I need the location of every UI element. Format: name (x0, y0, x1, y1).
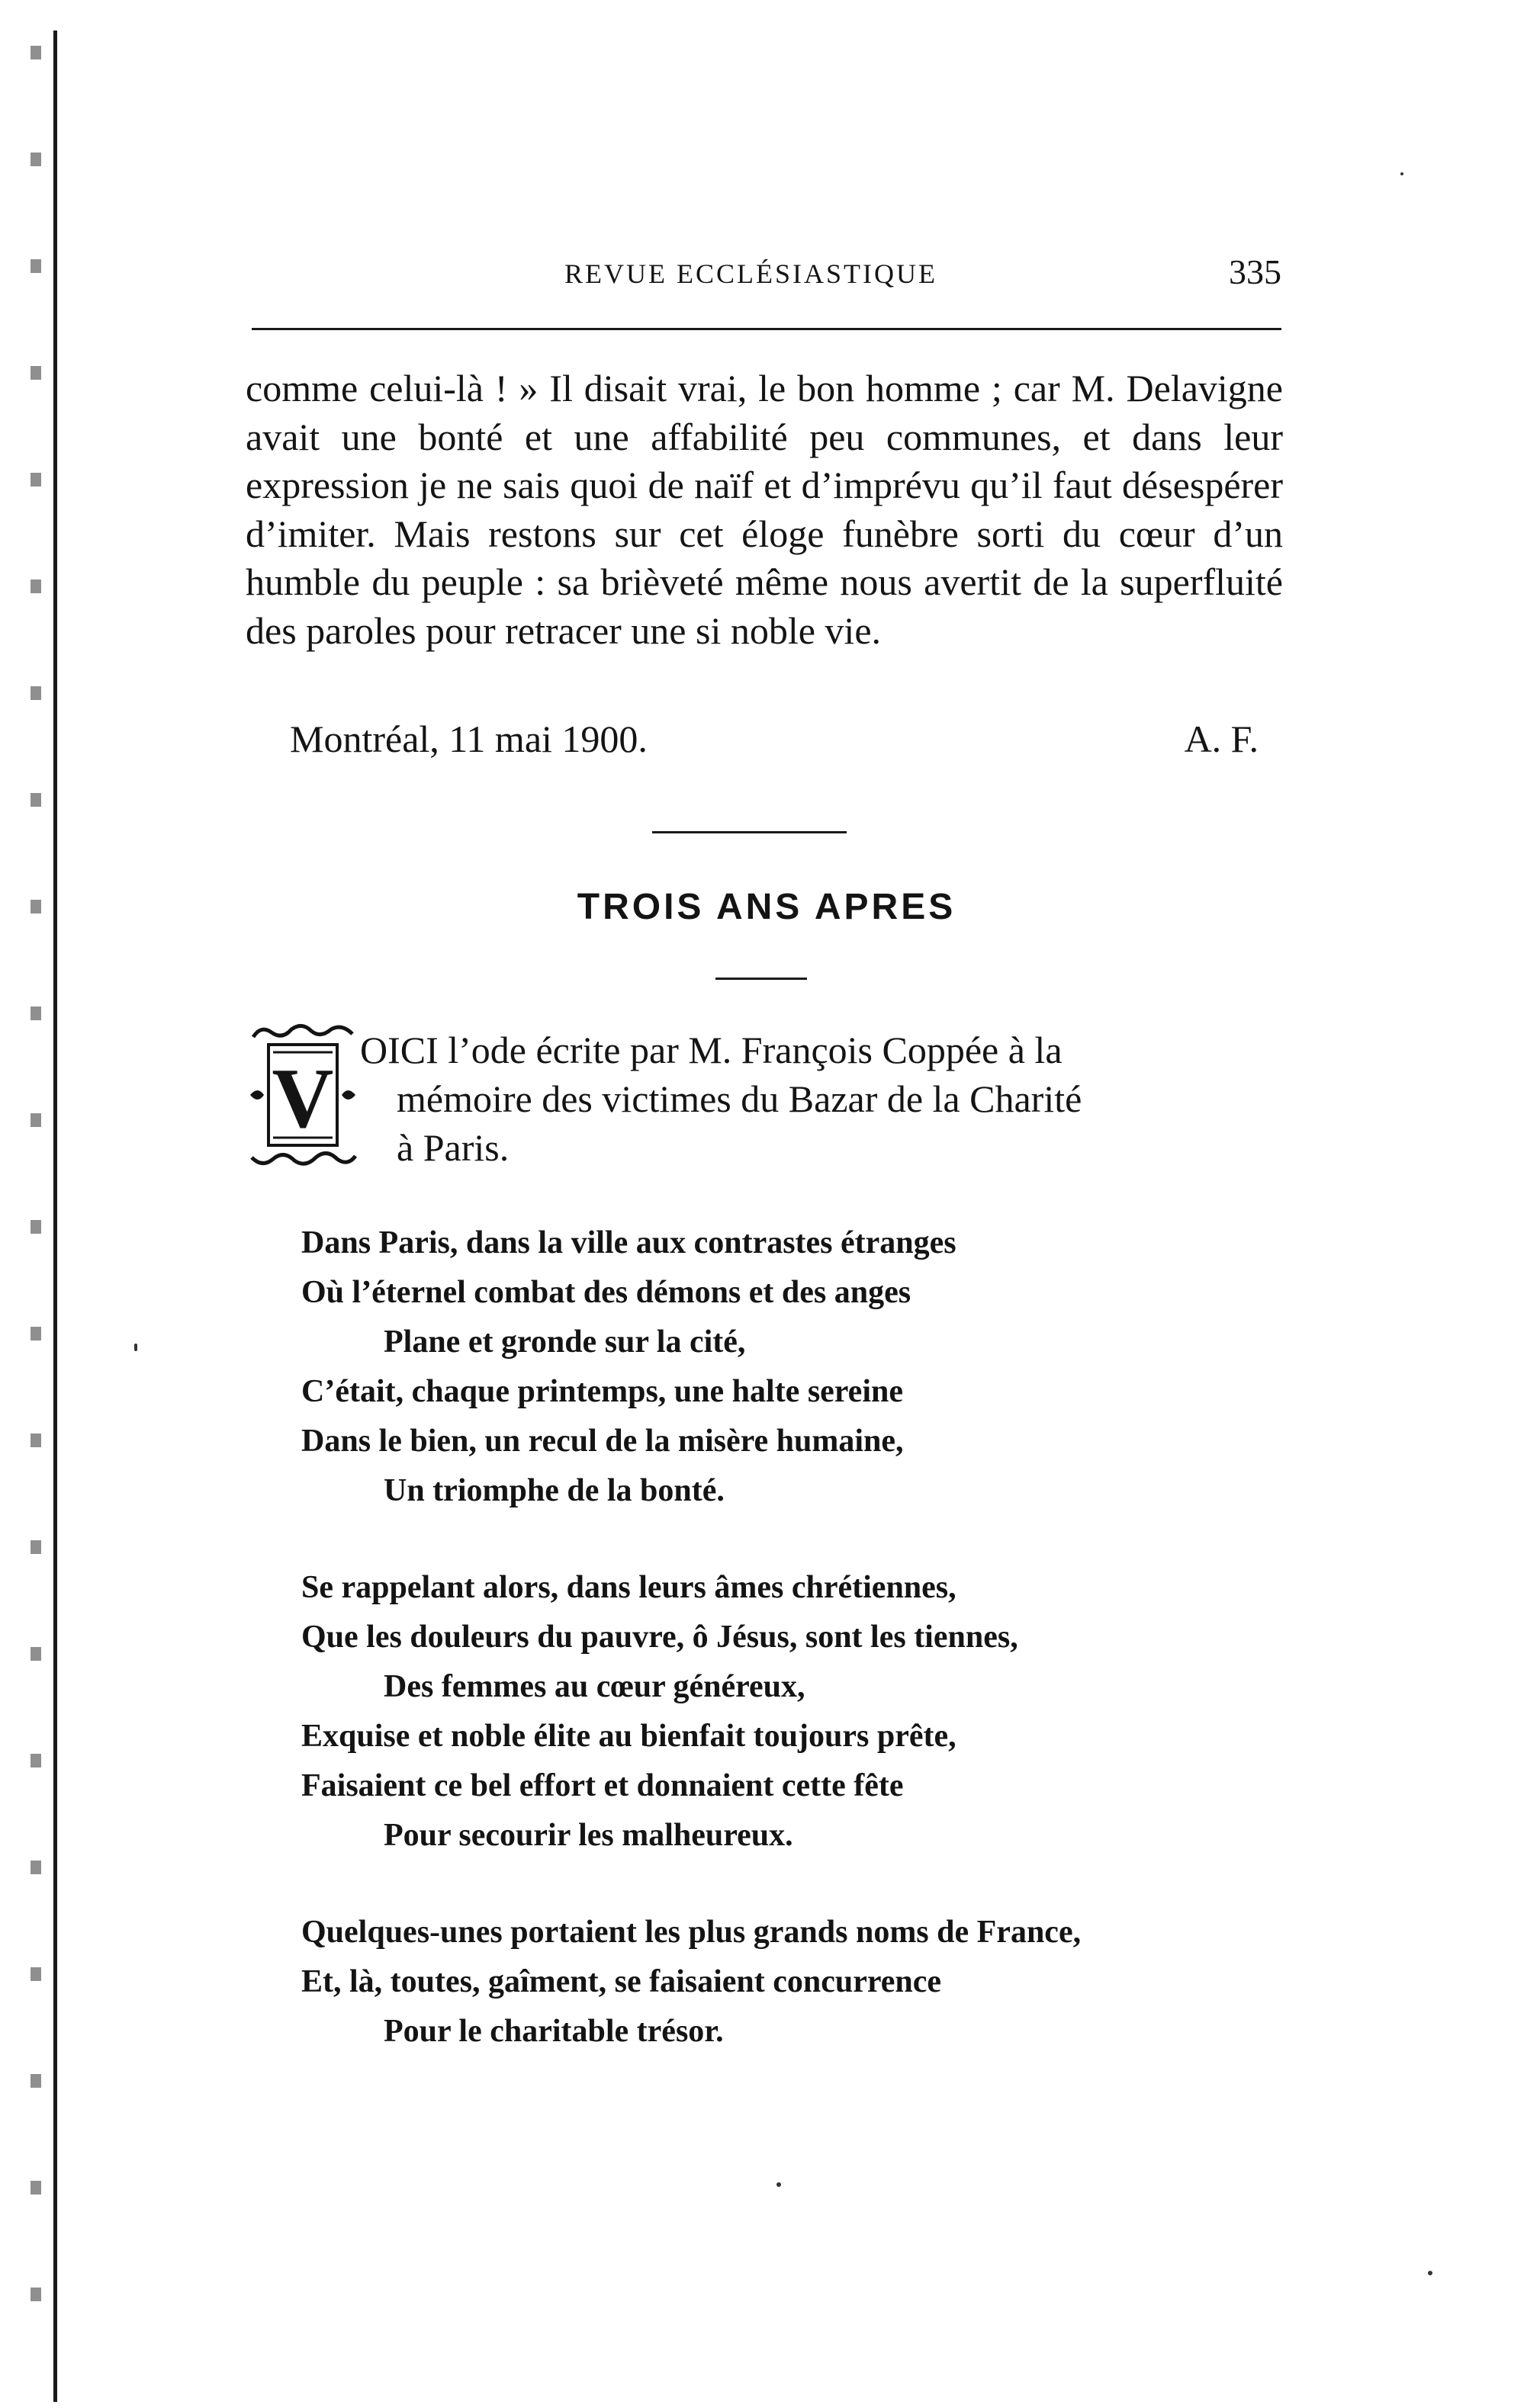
verse-line: Quelques-unes portaient les plus grands noms de France, (301, 1915, 1082, 1950)
dropcap-letter-group (272, 1051, 334, 1146)
scan-speck (1400, 172, 1403, 175)
verse-line: Dans le bien, un recul de la misère humaine, (301, 1424, 904, 1459)
signoff (290, 717, 1259, 766)
verse-line: Exquise et noble élite au bienfait toujours prête, (301, 1719, 956, 1754)
binding-marks (31, 46, 41, 2394)
header-rule (252, 328, 1281, 330)
poem (301, 1218, 1293, 2104)
binding-edge (53, 31, 57, 2402)
verse-line: Que les douleurs du pauvre, ô Jésus, sont les tiennes, (301, 1620, 1018, 1655)
signoff-initials: A. F. (1184, 718, 1259, 760)
poem-stanza (301, 1908, 1293, 2056)
verse-line: Se rappelant alors, dans leurs âmes chrétiennes, (301, 1570, 956, 1605)
running-head: REVUE ECCLÉSIASTIQUE (564, 258, 937, 289)
dropcap-letter: V (272, 1051, 334, 1146)
verse-line: Un triomphe de la bonté. (384, 1473, 725, 1508)
dropcap-ornament-icon (246, 1022, 360, 1168)
verse-line: Pour secourir les malheureux. (384, 1818, 793, 1853)
signoff-place-date: Montréal, 11 mai 1900. (290, 718, 648, 760)
poem-stanza (301, 1218, 1293, 1516)
verse-line: Dans Paris, dans la ville aux contrastes étranges (301, 1225, 956, 1260)
ornamental-dropcap (246, 1022, 360, 1168)
page-header (252, 252, 1281, 297)
intro-line: OICI l’ode écrite par M. François Coppée à la (360, 1029, 1063, 1071)
poem-stanza (301, 1563, 1293, 1861)
scan-speck (134, 1344, 137, 1351)
intro-line: mémoire des victimes du Bazar de la Charité (397, 1077, 1082, 1120)
verse-line: Et, là, toutes, gaîment, se faisaient concurrence (301, 1964, 942, 1999)
verse-line: Pour le charitable trésor. (384, 2014, 724, 2049)
title-rule (715, 978, 807, 980)
prose-paragraph: comme celui-là ! » Il disait vrai, le bon homme ; car M. Delavigne avait une bonté et une affabilité peu communes, et dans leur expression je ne sais quoi de naïf et d’imprévu qu’il faut désespérer d’imiter. Mais restons sur cet éloge funèbre sorti du cœur d’un humble du peuple : sa brièveté même nous avertit de la superfluité des paroles pour retracer une si noble vie. (246, 367, 1283, 652)
intro-line: à Paris. (397, 1126, 510, 1169)
section-title: TROIS ANS APRES (577, 887, 956, 927)
verse-line: C’était, chaque printemps, une halte sereine (301, 1374, 903, 1409)
scan-speck (1428, 2271, 1432, 2275)
verse-line: Des femmes au cœur généreux, (384, 1669, 805, 1704)
section-divider (652, 831, 847, 833)
scan-speck (776, 2182, 781, 2187)
verse-line: Plane et gronde sur la cité, (384, 1324, 746, 1360)
verse-line: Où l’éternel combat des démons et des anges (301, 1275, 911, 1310)
verse-line: Faisaient ce bel effort et donnaient cette fête (301, 1768, 904, 1803)
page-number: 335 (1229, 252, 1281, 291)
